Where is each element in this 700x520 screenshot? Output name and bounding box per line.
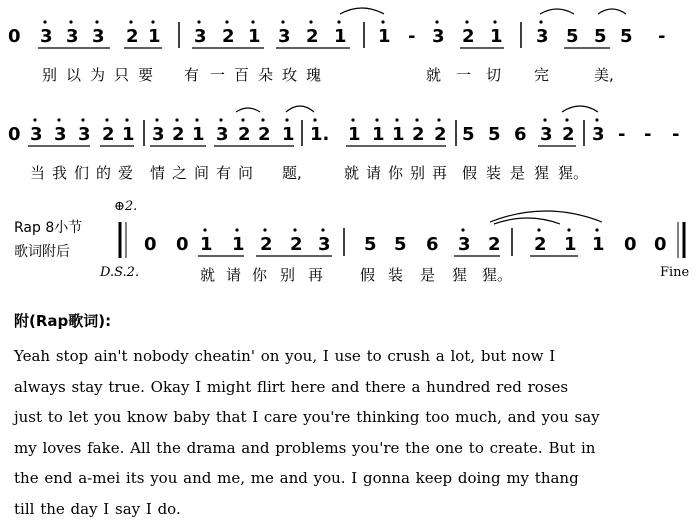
note: 2 xyxy=(126,26,139,47)
note: 1 xyxy=(592,234,605,255)
line-1-notes xyxy=(8,26,665,47)
lyric-char: 之 xyxy=(172,164,188,182)
note: - xyxy=(408,26,416,47)
lyric-char: 要 xyxy=(138,66,154,84)
note: 2 xyxy=(562,124,575,145)
slur xyxy=(540,9,574,14)
lyric-char: 题, xyxy=(282,164,302,182)
lyric-char: 玫 xyxy=(282,66,298,84)
slur xyxy=(236,108,260,112)
note: 1 xyxy=(564,234,577,255)
octave-dots xyxy=(43,20,542,23)
lyric-char: 是 xyxy=(510,164,526,182)
note: 1 xyxy=(372,124,385,145)
note: - xyxy=(618,124,626,145)
note: 2 xyxy=(172,124,185,145)
score-line-2 xyxy=(8,106,679,182)
note: - xyxy=(658,26,666,47)
slur xyxy=(562,106,598,112)
note: 5 xyxy=(594,26,607,47)
octave-dots xyxy=(203,228,598,231)
note: 5 xyxy=(394,234,407,255)
note: 2 xyxy=(102,124,115,145)
note: 3 xyxy=(432,26,445,47)
lyric-char: 只 xyxy=(114,66,130,84)
lyric-char: 有 xyxy=(184,66,200,84)
lyric-char: 朵 xyxy=(258,66,274,84)
note: 0 xyxy=(624,234,637,255)
lyric-char: 们 xyxy=(74,164,90,182)
lyric-char: 猩。 xyxy=(482,266,513,284)
line-3-notes xyxy=(144,234,667,255)
note: 1. xyxy=(310,124,330,145)
note: 3 xyxy=(92,26,105,47)
rap-lyric-line: the end a-mei its you and me, me and you. I gonna keep doing my thang xyxy=(14,469,579,487)
lyric-char: 请 xyxy=(226,266,242,284)
line-2-notes xyxy=(8,124,679,145)
lyric-char: 就 xyxy=(200,266,216,284)
slur xyxy=(340,8,384,14)
lyric-char: 别 xyxy=(410,164,426,182)
lyric-char: 再 xyxy=(432,164,448,182)
lyric-char: 瑰 xyxy=(306,66,322,84)
rap-lyrics-title: 附(Rap歌词): xyxy=(14,312,112,330)
lyric-char: 就 xyxy=(344,164,360,182)
note: 1 xyxy=(282,124,295,145)
note: 2 xyxy=(488,234,501,255)
note: 3 xyxy=(458,234,471,255)
note: 1 xyxy=(122,124,135,145)
lyric-char: 假 xyxy=(462,164,478,182)
lyric-char: 我 xyxy=(52,164,68,182)
note: 0 xyxy=(654,234,667,255)
note: 1 xyxy=(348,124,361,145)
lyric-char: 切 xyxy=(486,66,502,84)
note: 5 xyxy=(488,124,501,145)
note: 2 xyxy=(238,124,251,145)
note: 3 xyxy=(54,124,67,145)
slur xyxy=(598,9,626,14)
tie-inner xyxy=(494,218,560,224)
lyric-char: 是 xyxy=(420,266,436,284)
note: 2 xyxy=(258,124,271,145)
lyric-char: 美, xyxy=(594,66,614,84)
note: 5 xyxy=(462,124,475,145)
lyric-char: 的 xyxy=(96,164,112,182)
score-line-3 xyxy=(14,199,690,284)
note: 6 xyxy=(514,124,527,145)
lyric-char: 你 xyxy=(388,164,404,182)
note: 3 xyxy=(536,26,549,47)
lyric-char: 一 xyxy=(210,66,226,84)
lyric-char: 间 xyxy=(194,164,210,182)
line-3-lyrics xyxy=(200,266,512,284)
octave-dots xyxy=(33,118,598,121)
note: 3 xyxy=(30,124,43,145)
rap-lyrics-body xyxy=(14,341,690,520)
lyric-char: 以 xyxy=(66,66,82,84)
note: 3 xyxy=(592,124,605,145)
note: 3 xyxy=(278,26,291,47)
note: 6 xyxy=(426,234,439,255)
lyric-char: 百 xyxy=(234,66,250,84)
rap-lyric-line: always stay true. Okay I might flirt here and there a hundred red roses xyxy=(14,377,569,396)
note: 5 xyxy=(566,26,579,47)
note: 2 xyxy=(290,234,303,255)
rap-lyric-line: till the day I say I do. xyxy=(14,499,181,518)
lyric-char: 完 xyxy=(534,66,550,84)
lyric-char: 假 xyxy=(360,266,376,284)
note: 2 xyxy=(462,26,475,47)
note: 2 xyxy=(222,26,235,47)
note: 1 xyxy=(148,26,161,47)
lyric-char: 问 xyxy=(238,164,254,182)
note: 0 xyxy=(8,26,21,47)
note: - xyxy=(672,124,680,145)
note: 1 xyxy=(490,26,503,47)
note: 3 xyxy=(78,124,91,145)
ds-mark: D.S.2. xyxy=(100,265,140,280)
note: 3 xyxy=(66,26,79,47)
note: 3 xyxy=(540,124,553,145)
note: 2 xyxy=(412,124,425,145)
lyric-char: 别 xyxy=(42,66,58,84)
rap-lyric-line: Yeah stop ain't nobody cheatin' on you, I use to crush a lot, but now I xyxy=(14,347,556,365)
lyric-char: 别 xyxy=(280,266,296,284)
line-1-lyrics xyxy=(42,66,614,84)
lyric-char: 猩 xyxy=(534,164,550,182)
note: 1 xyxy=(334,26,347,47)
note: 1 xyxy=(232,234,245,255)
note: 1 xyxy=(378,26,391,47)
note: 0 xyxy=(8,124,21,145)
lyric-char: 一 xyxy=(456,66,472,84)
lyric-char: 为 xyxy=(90,66,106,84)
fine-mark: Fine xyxy=(660,265,690,280)
note: 1 xyxy=(192,124,205,145)
note: 3 xyxy=(40,26,53,47)
lyric-char: 再 xyxy=(308,266,324,284)
note: 1 xyxy=(200,234,213,255)
lyric-char: 请 xyxy=(366,164,382,182)
coda-mark: ⊕2. xyxy=(114,199,138,214)
note: - xyxy=(644,124,652,145)
note: 5 xyxy=(620,26,633,47)
note: 2 xyxy=(534,234,547,255)
note: 3 xyxy=(152,124,165,145)
lyric-char: 情 xyxy=(150,164,166,182)
slur xyxy=(286,106,314,112)
lyric-char: 装 xyxy=(388,266,404,284)
lyric-char: 有 xyxy=(216,164,232,182)
lyric-char: 装 xyxy=(486,164,502,182)
line-2-lyrics xyxy=(30,164,588,182)
note: 2 xyxy=(434,124,447,145)
note: 0 xyxy=(176,234,189,255)
lyric-char: 爱 xyxy=(118,164,134,182)
note: 2 xyxy=(260,234,273,255)
note: 0 xyxy=(144,234,157,255)
score-line-1 xyxy=(8,8,665,84)
rap-lyrics-note-label: 歌词附后 xyxy=(14,244,70,260)
lyric-char: 当 xyxy=(30,164,46,182)
note: 1 xyxy=(392,124,405,145)
rap-lyric-line: my loves fake. All the drama and problems you're the one to create. But in xyxy=(14,438,596,457)
rap-lyric-line: just to let you know baby that I care you're thinking too much, and you say xyxy=(14,408,600,426)
note: 3 xyxy=(194,26,207,47)
lyric-char: 你 xyxy=(252,266,268,284)
lyric-char: 猩。 xyxy=(558,164,589,182)
note: 1 xyxy=(248,26,261,47)
note: 3 xyxy=(216,124,229,145)
note: 2 xyxy=(306,26,319,47)
note: 5 xyxy=(364,234,377,255)
rap-bars-label: Rap 8小节 xyxy=(14,220,83,236)
lyric-char: 就 xyxy=(426,66,442,84)
lyric-char: 猩 xyxy=(452,266,468,284)
note: 3 xyxy=(318,234,331,255)
